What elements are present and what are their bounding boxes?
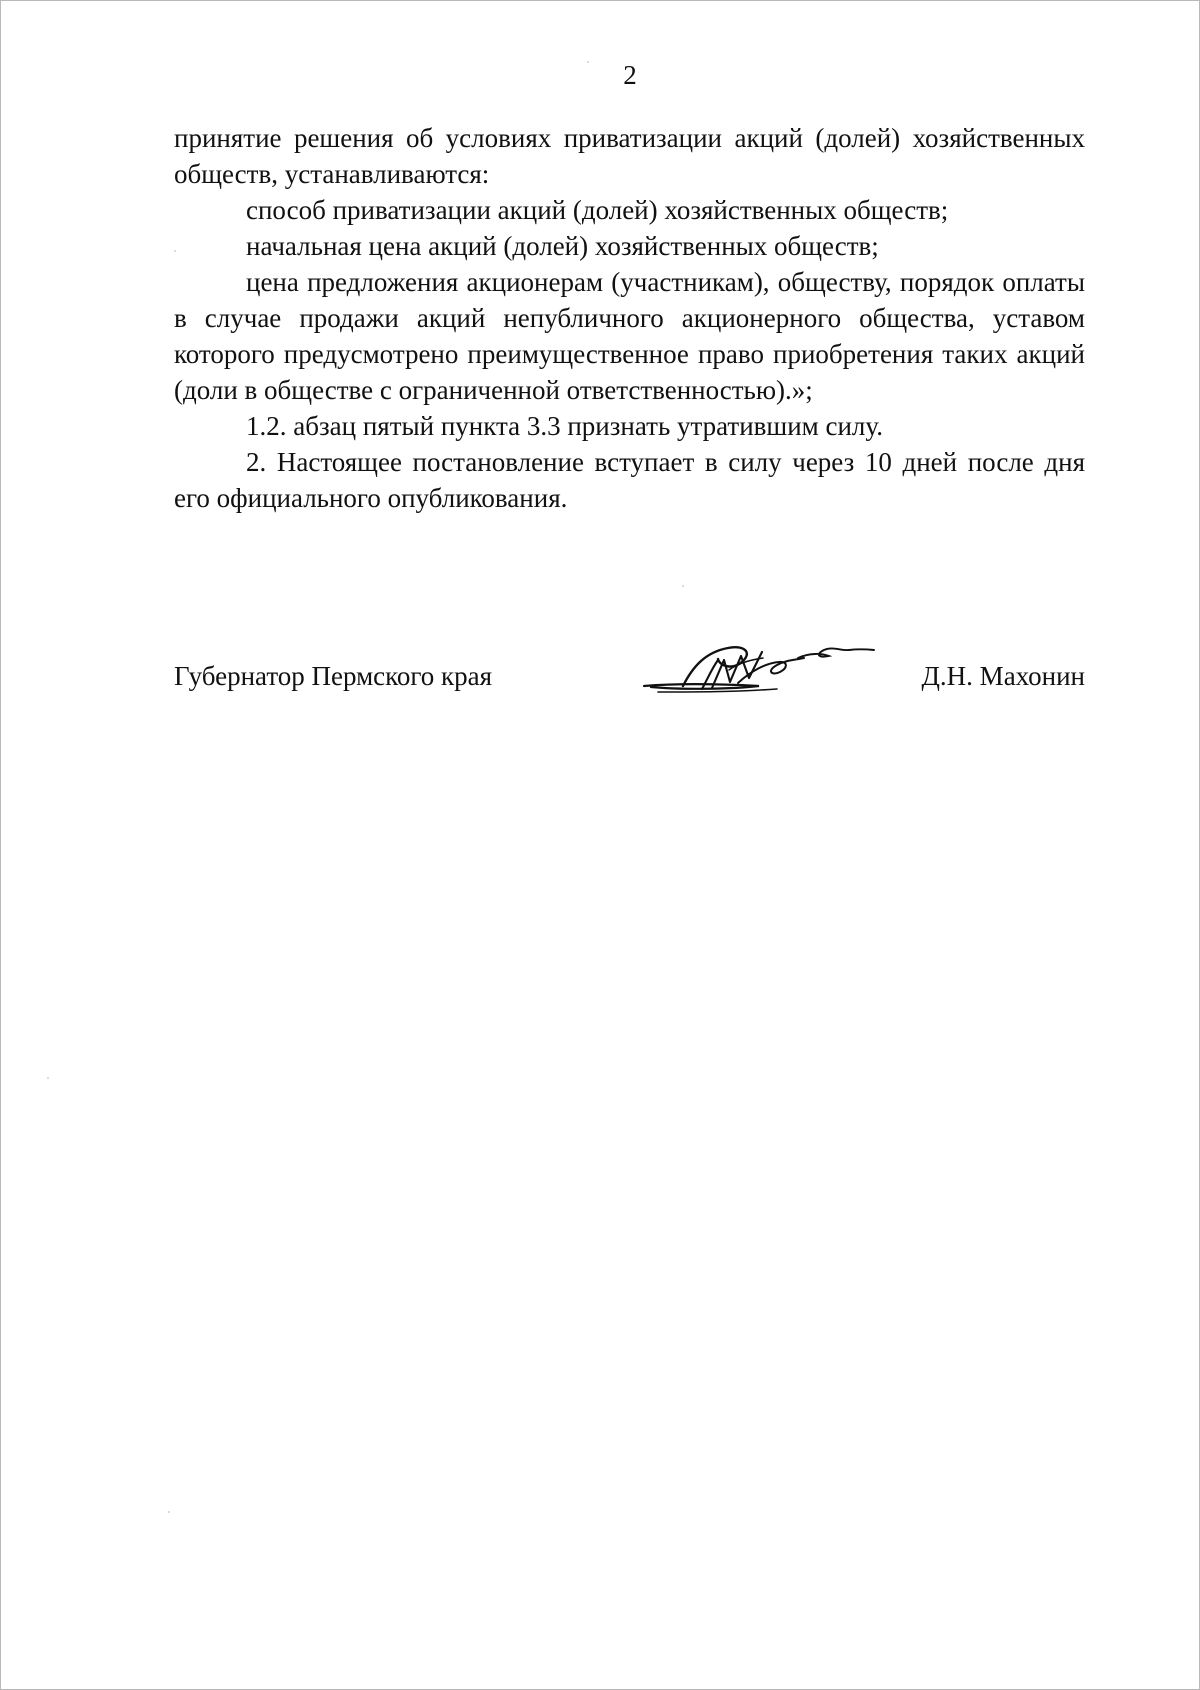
signature-block <box>174 654 1085 696</box>
scan-dot <box>174 250 176 252</box>
document-body <box>174 120 1085 516</box>
paragraph-2: способ приватизации акций (долей) хозяйственных обществ; <box>246 195 949 225</box>
signer-position: Губернатор Пермского края <box>174 661 493 691</box>
paragraph-1: принятие решения об условиях приватизации акций (долей) хозяйственных обществ, устанавливаются: <box>174 123 1085 189</box>
paragraph-3: начальная цена акций (долей) хозяйственных обществ; <box>246 231 879 261</box>
handwritten-signature <box>638 628 878 714</box>
scan-dot <box>47 1077 49 1079</box>
signer-name: Д.Н. Махонин <box>921 661 1085 691</box>
paragraph-5: 1.2. абзац пятый пункта 3.3 признать утратившим силу. <box>246 411 883 441</box>
scan-dot <box>682 585 684 587</box>
paragraph-6: 2. Настоящее постановление вступает в силу через 10 дней после дня его официального опубликования. <box>174 447 1085 513</box>
page-number: 2 <box>623 60 637 90</box>
scan-dot <box>587 61 589 63</box>
paragraph-4: цена предложения акционерам (участникам), обществу, порядок оплаты в случае продажи акций непубличного акционерного общества, уставом которого предусмотрено преимущественное право приобретения таких акций (доли в обществе с ограниченной ответственностью).»; <box>174 267 1085 405</box>
scan-dot <box>168 1511 170 1513</box>
